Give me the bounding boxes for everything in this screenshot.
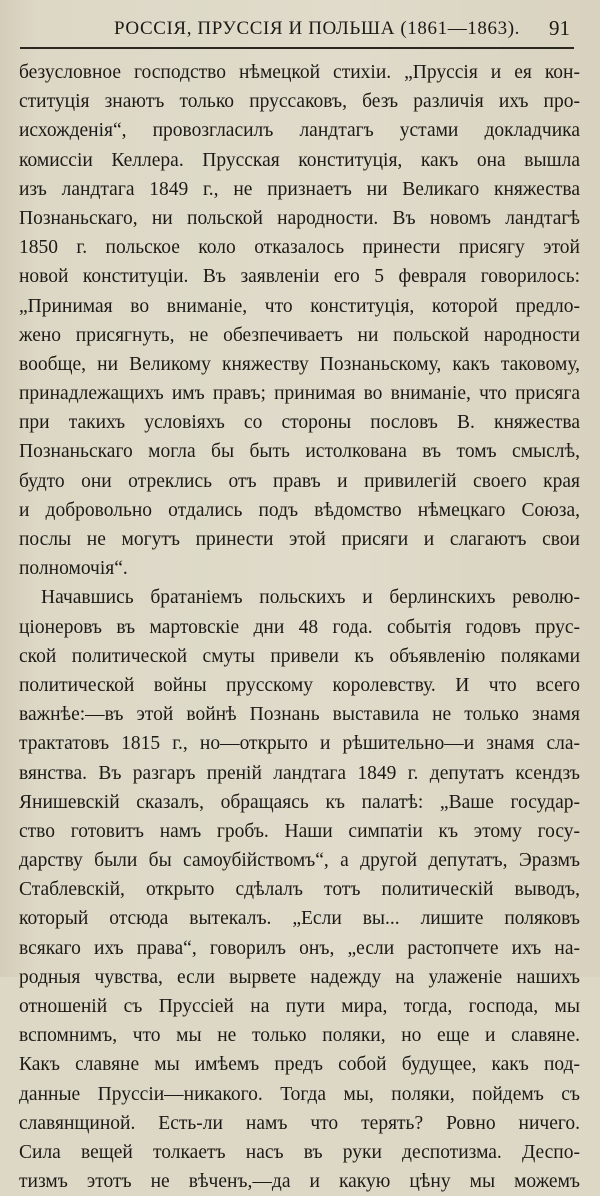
text-line: родныя чувства, если вырвете надежду на улаженіе нашихъ: [19, 966, 580, 988]
text-line: Сила вещей толкаетъ насъ въ руки деспотизма. Деспо-: [19, 1141, 580, 1163]
page-number: 91: [549, 16, 570, 40]
text-line: исхожденія“, провозгласилъ ландтагъ устами докладчика: [19, 120, 580, 142]
text-line: важнѣе:—въ этой войнѣ Познань выставила не только знамя: [19, 704, 580, 726]
text-line: данные Пруссіи—никакого. Тогда мы, поляки, пойдемъ съ: [19, 1083, 580, 1105]
text-line: дарству были бы самоубійствомъ“, а другой депутатъ, Эразмъ: [19, 850, 580, 872]
text-line: отношеній съ Пруссіей на пути мира, тогда, господа, мы: [19, 996, 580, 1017]
text-line: политической войны прусскому королевству. И что всего: [19, 674, 580, 696]
text-line: изъ ландтага 1849 г., не признаетъ ни Великаго княжества: [19, 178, 580, 200]
text-line: безусловное господство нѣмецкой стихіи. „Пруссія и ея кон-: [19, 62, 580, 83]
paragraph-end-line: полномочія“.: [19, 558, 128, 580]
text-line: комиссіи Келлера. Прусская конституція, какъ она вышла: [19, 149, 580, 171]
text-line: ціонеровъ въ мартовскіе дни 48 года. событія годовъ прус-: [19, 616, 580, 638]
page-header: [20, 14, 574, 50]
text-line: новой конституціи. Въ заявленіи его 5 февраля говорилось:: [19, 266, 580, 288]
text-line: Янишевскій сказалъ, обращаясь къ палатѣ: „Ваше государ-: [19, 791, 580, 813]
text-line: будто они отреклись отъ правъ и привилегій своего края: [19, 470, 580, 492]
text-line: славянщиной. Есть-ли намъ что терять? Ровно ничего.: [19, 1112, 580, 1134]
text-line: вспомнимъ, что мы не только поляки, но еще и славяне.: [19, 1025, 580, 1047]
text-line: Какъ славяне мы имѣемъ предъ собой будущее, какъ под-: [19, 1054, 580, 1076]
text-line: всякаго ихъ права“, говорилъ онъ, „если растопчете ихъ на-: [19, 937, 580, 959]
text-line: ституція знаютъ только пруссаковъ, безъ различія ихъ про-: [19, 91, 580, 113]
text-line: послы не могутъ принести этой присяги и слагаютъ свои: [19, 529, 580, 550]
text-line: тизмъ этотъ не вѣченъ,—да и какую цѣну мы можемъ: [19, 1171, 580, 1193]
text-line: ство готовитъ намъ гробъ. Наши симпатіи къ этому госу-: [19, 820, 580, 842]
text-line: вообще, ни Великому княжеству Познаньскому, какъ таковому,: [19, 353, 580, 375]
text-line: вянства. Въ разгаръ преній ландтага 1849 г. депутатъ ксендзъ: [19, 762, 580, 784]
body-text: [19, 58, 580, 1196]
text-line: 1850 г. польское коло отказалось принести присягу этой: [19, 237, 580, 259]
text-line: „Принимая во вниманіе, что конституція, которой предло-: [19, 295, 580, 317]
text-line: Стаблевскій, открыто сдѣлалъ тотъ политическій выводъ,: [19, 879, 580, 901]
text-line: жено присягнуть, не обезпечиваетъ ни польской народности: [19, 324, 580, 346]
text-line: при такихъ условіяхъ со стороны пословъ В. княжества: [19, 412, 580, 434]
text-line: Познаньскаго могла бы быть истолкована въ томъ смыслѣ,: [19, 441, 580, 463]
paragraph-first-line: Начавшись братаніемъ польскихъ и берлинскихъ револю-: [41, 587, 580, 609]
text-line: принадлежащихъ имъ правъ; принимая во вниманіе, что присяга: [19, 383, 580, 405]
running-head: РОССІЯ, ПРУССІЯ И ПОЛЬША (1861—1863).: [114, 18, 520, 39]
text-line: и добровольно отдались подъ вѣдомство нѣмецкаго Союза,: [19, 499, 580, 521]
text-line: ской политической смуты привели къ объявленію поляками: [19, 645, 580, 667]
text-line: трактатовъ 1815 г., но—открыто и рѣшительно—и знамя сла-: [19, 733, 580, 755]
text-line: который отсюда вытекалъ. „Если вы... лишите поляковъ: [19, 908, 580, 930]
header-rule: [20, 47, 574, 49]
text-line: Познаньскаго, ни польской народности. Въ новомъ ландтагѣ: [19, 207, 580, 229]
